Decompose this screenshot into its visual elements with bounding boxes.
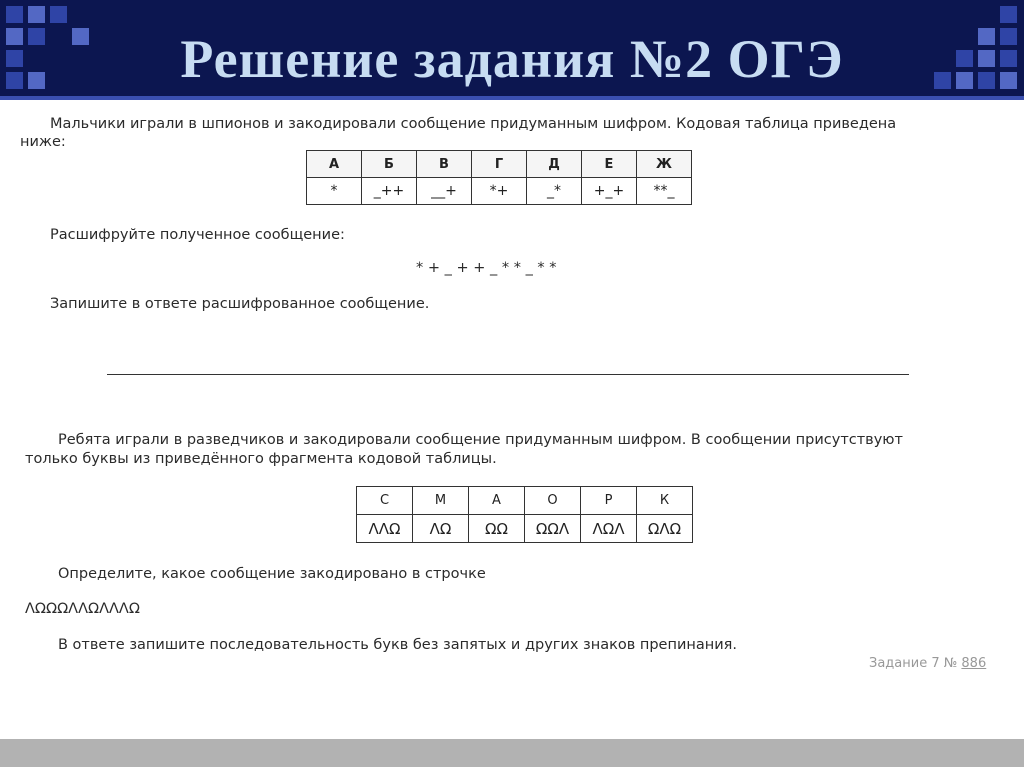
letter-cell: Ж [637, 151, 692, 178]
divider-line [107, 374, 909, 375]
code-cell: ΩΩΛ [525, 515, 581, 543]
letter-cell: Б [362, 151, 417, 178]
task1-message: * + _ + + _ * * _ * * [416, 260, 557, 276]
letter-cell: Р [581, 487, 637, 515]
letter-cell: С [357, 487, 413, 515]
code-cell: *+ [472, 178, 527, 205]
decor-square [50, 6, 67, 23]
task-reference-link[interactable]: 886 [961, 656, 987, 671]
code-cell: ΩΛΩ [637, 515, 693, 543]
letter-cell: Г [472, 151, 527, 178]
task1-prompt: Расшифруйте полученное сообщение: [50, 227, 345, 243]
task1-answer-instruction: Запишите в ответе расшифрованное сообщение. [50, 296, 430, 312]
table-row [357, 487, 693, 515]
decor-square [6, 6, 23, 23]
letter-cell: Е [582, 151, 637, 178]
task2-intro-cont: только буквы из приведённого фрагмента кодовой таблицы. [25, 451, 497, 467]
code-cell: +_+ [582, 178, 637, 205]
letter-cell: О [525, 487, 581, 515]
letter-cell: А [307, 151, 362, 178]
code-cell: **_ [637, 178, 692, 205]
letter-cell: К [637, 487, 693, 515]
decor-square [1000, 6, 1017, 23]
task1-intro: Мальчики играли в шпионов и закодировали сообщение придуманным шифром. Кодовая таблица приведена [50, 116, 897, 132]
code-cell: __+ [417, 178, 472, 205]
table-row [307, 151, 692, 178]
task2-code-string: ΛΩΩΩΛΛΩΛΛΛΩ [25, 601, 140, 617]
code-cell: _++ [362, 178, 417, 205]
task2-answer-instruction: В ответе запишите последовательность букв без запятых и других знаков препинания. [58, 637, 737, 653]
task2-intro: Ребята играли в разведчиков и закодировали сообщение придуманным шифром. В сообщении присутствуют [58, 432, 903, 448]
letter-cell: В [417, 151, 472, 178]
footer-bar [0, 739, 1024, 767]
task1-code-table [306, 150, 692, 205]
header-band [0, 96, 1024, 100]
task2-code-table [356, 486, 693, 543]
table-row [357, 515, 693, 543]
slide-header [0, 0, 1024, 100]
task-reference-label: Задание 7 № [869, 656, 958, 671]
code-cell: * [307, 178, 362, 205]
code-cell: ΛΩΛ [581, 515, 637, 543]
table-row [307, 178, 692, 205]
code-cell: ΛΛΩ [357, 515, 413, 543]
decor-square [28, 6, 45, 23]
letter-cell: Д [527, 151, 582, 178]
task2-prompt: Определите, какое сообщение закодировано в строчке [58, 566, 486, 582]
task1-intro-cont: ниже: [20, 134, 66, 150]
code-cell: _* [527, 178, 582, 205]
letter-cell: А [469, 487, 525, 515]
code-cell: ΛΩ [413, 515, 469, 543]
slide-title: Решение задания №2 ОГЭ [180, 29, 844, 89]
code-cell: ΩΩ [469, 515, 525, 543]
letter-cell: М [413, 487, 469, 515]
task-reference [869, 656, 986, 671]
